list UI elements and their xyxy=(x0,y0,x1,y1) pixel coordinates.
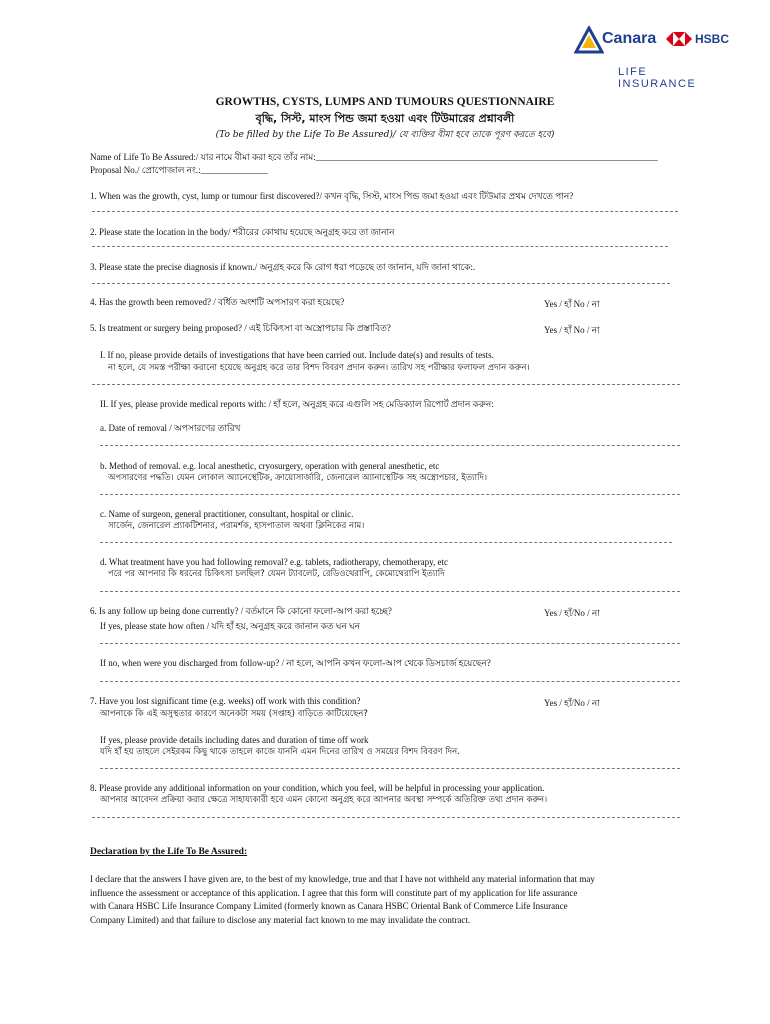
question-2: 2. Please state the location in the body/ শরীরের কোথায় হয়েছে অনুগ্রহ করে তা জানান xyxy=(90,227,395,237)
answer-line-q3[interactable] xyxy=(92,283,670,284)
answer-line-q6-frequency[interactable] xyxy=(100,643,680,644)
question-6: 6. Is any follow up being done currently? / বর্তমানে কি কোনো ফলো-আপ করা হচ্ছে? xyxy=(90,606,392,616)
question-7-bengali: আপনাকে কি এই অসুস্থতার কারণে অনেকটা সময় (সপ্তাহ) বাড়িতে কাটিয়েছেন? xyxy=(100,709,368,719)
q5-yes-no-options[interactable]: Yes / হাঁ No / না xyxy=(544,325,600,335)
q6-yes-no-options[interactable]: Yes / হাঁ/No / না xyxy=(544,608,600,618)
life-assured-name-field[interactable]: Name of Life To Be Assured:/ যার নামে বীমা করা হবে তাঁর নাম:____________________________________________________________________________ xyxy=(90,152,658,162)
question-7: 7. Have you lost significant time (e.g. weeks) off work with this condition? xyxy=(90,696,361,706)
question-5-ii: II. If yes, please provide medical reports with: / হাঁ হলে, অনুগ্রহ করে এগুলি সহ মেডিক্যাল রিপোর্ট প্রদান করুন: xyxy=(100,399,494,409)
question-6-frequency: If yes, please state how often / যদি হাঁ হয়, অনুগ্রহ করে জানান কত ঘন ঘন xyxy=(100,621,360,631)
q4-yes-no-options[interactable]: Yes / হাঁ No / না xyxy=(544,299,600,309)
declaration-line: Company Limited) and that failure to disclose any material fact known to me may invalidate the contract. xyxy=(90,914,471,925)
question-d-bengali: পরে পর আপনার কি ধরনের চিকিৎসা চলছিল? যেমন ট্যাবলেট, রেডিওথেরাপি, কেমোথেরাপি ইত্যাদি xyxy=(108,569,445,579)
question-5: 5. Is treatment or surgery being proposed? / এই চিকিৎসা বা অস্ত্রোপচার কি প্রস্তাবিত? xyxy=(90,323,391,333)
form-title-bengali: বৃদ্ধি, সিস্ট, মাংস পিন্ড জমা হওয়া এবং টিউমারের প্রশ্নাবলী xyxy=(255,112,515,125)
company-logo xyxy=(574,22,730,90)
answer-line-q7[interactable] xyxy=(100,768,680,769)
hsbc-hexagon-icon xyxy=(666,32,692,46)
proposal-number-field[interactable]: Proposal No./ প্রোপোজাল নং.:_______________ xyxy=(90,165,269,175)
form-subtitle: (To be filled by the Life To Be Assured)/ যে ব্যক্তির বীমা হবে তাকে পূরণ করতে হবে) xyxy=(215,130,555,140)
answer-line-d[interactable] xyxy=(100,591,680,592)
declaration-heading: Declaration by the Life To Be Assured: xyxy=(90,847,248,857)
declaration-text xyxy=(90,873,595,927)
question-4: 4. Has the growth been removed? / বর্ধিত অংশটি অপসারণ করা হয়েছে? xyxy=(90,297,345,307)
question-7-details-bengali: যদি হাঁ হয় তাহলে সেইরকম কিছু থাকে তাহলে কাজে যাননি এমন দিনের তারিখ ও সময়ের বিশদ বিবরণ দিন. xyxy=(100,747,460,757)
question-3: 3. Please state the precise diagnosis if known./ অনুগ্রহ করে কি রোগ ধরা পড়েছে তা জানান, যদি জানা থাকে:. xyxy=(90,262,476,272)
hsbc-logo-text: HSBC xyxy=(695,32,730,46)
declaration-line: with Canara HSBC Life Insurance Company Limited (formerly known as Canara HSBC Oriental Bank of Commerce Life Insurance xyxy=(90,901,568,911)
question-1: 1. When was the growth, cyst, lump or tumour first discovered?/ কখন বৃদ্ধি, সিস্ট, মাংস পিন্ড জমা হওয়া এবং টিউমার প্রথম দেখতে পান? xyxy=(90,191,574,201)
answer-line-q1[interactable] xyxy=(92,211,678,212)
question-6-discharge: If no, when were you discharged from follow-up? / না হলে, আপনি কখন ফলো-আপ থেকে ডিসচার্জ হয়েছেন? xyxy=(100,658,491,668)
question-c-bengali: সার্জেন, জেনারেল প্র্যাকটিশনার, পরামর্শক, হাসপাতাল অথবা ক্লিনিকের নাম। xyxy=(108,521,365,531)
answer-line-q2[interactable] xyxy=(92,246,668,247)
question-a-date-of-removal: a. Date of removal / অপসারণের তারিখ xyxy=(100,423,241,433)
question-5-i: I. If no, please provide details of investigations that have been carried out. Include date(s) and results of tests. xyxy=(100,350,494,360)
form-title: GROWTHS, CYSTS, LUMPS AND TUMOURS QUESTIONNAIRE xyxy=(215,96,555,108)
life-insurance-text: LIFE INSURANCE xyxy=(618,66,697,90)
question-7-details: If yes, please provide details including dates and duration of time off work xyxy=(100,735,369,745)
answer-line-c[interactable] xyxy=(100,542,672,543)
question-d-treatment: d. What treatment have you had following removal? e.g. tablets, radiotherapy, chemotherapy, etc xyxy=(100,557,449,567)
answer-line-q6-discharge[interactable] xyxy=(100,681,680,682)
declaration-line: I declare that the answers I have given are, to the best of my knowledge, true and that I have not withheld any material information that may xyxy=(90,874,595,884)
answer-line-a[interactable] xyxy=(100,445,680,446)
canara-triangle-icon xyxy=(574,26,604,54)
question-c-surgeon-name: c. Name of surgeon, general practitioner, consultant, hospital or clinic. xyxy=(100,509,354,519)
q7-yes-no-options[interactable]: Yes / হাঁ/No / না xyxy=(544,698,600,708)
question-b-bengali: অপসারণের পদ্ধতি। যেমন লোকাল অ্যানেস্থেটিক, ক্রায়োসার্জারি, জেনারেল অ্যানাস্থেটিক সহ অস্ত্রোপচার, ইত্যাদি। xyxy=(108,473,488,483)
answer-line-b[interactable] xyxy=(100,494,680,495)
question-5-i-bengali: না হলে, যে সমস্ত পরীক্ষা করানো হয়েছে অনুগ্রহ করে তার বিশদ বিবরণ প্রদান করুন। তারিখ সহ পরীক্ষার ফলাফল প্রদান করুন। xyxy=(108,363,530,373)
declaration-line: influence the assessment or acceptance of this application. I agree that this form will constitute part of my application for life assurance xyxy=(90,887,578,898)
question-8: 8. Please provide any additional information on your condition, which you feel, will be helpful in processing your application. xyxy=(90,783,545,793)
answer-line-q5-i[interactable] xyxy=(92,384,680,385)
question-8-bengali: আপনার আবেদন প্রক্রিয়া করার ক্ষেত্রে সাহায্যকারী হবে এমন কোনো অনুগ্রহ করে আপনার অবস্থা সম্পর্কে অতিরিক্ত তথ্য প্রদান করুন। xyxy=(100,795,548,805)
canara-logo-text: Canara xyxy=(602,30,657,47)
answer-line-q8[interactable] xyxy=(92,817,680,818)
question-b-method-of-removal: b. Method of removal. e.g. local anesthetic, cryosurgery, operation with general anesthetic, etc xyxy=(100,461,440,471)
